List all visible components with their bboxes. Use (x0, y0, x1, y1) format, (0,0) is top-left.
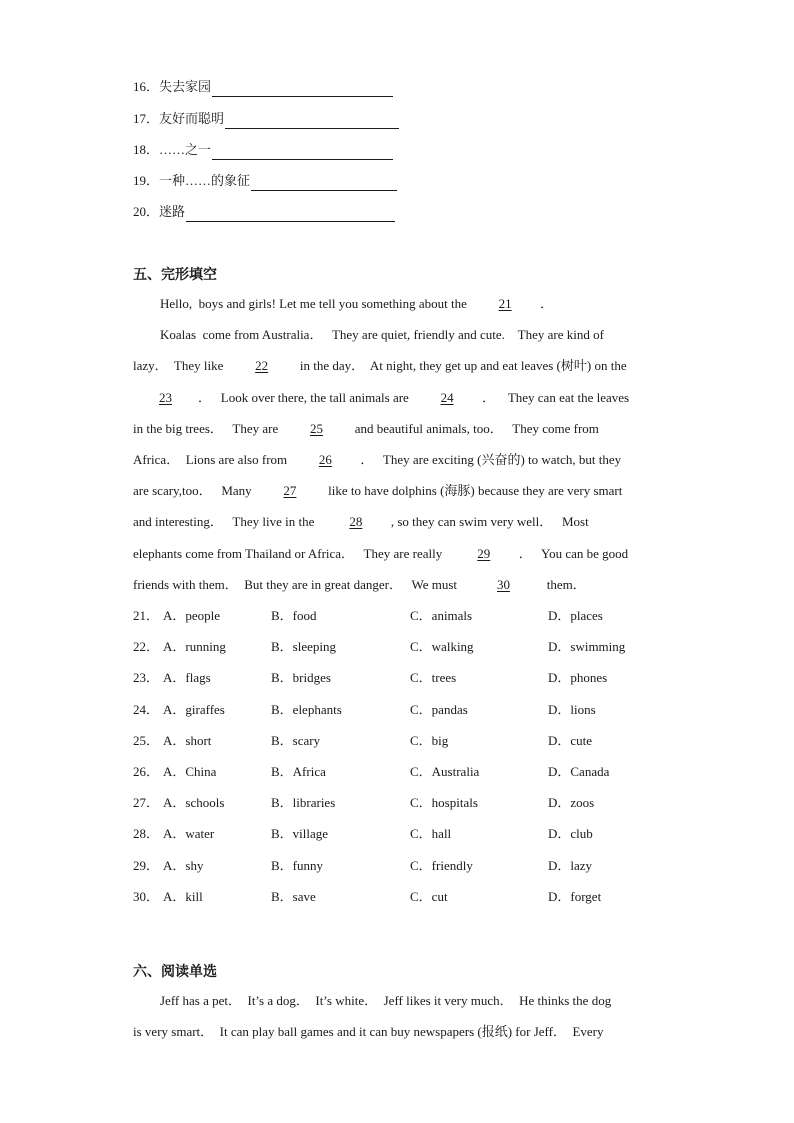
option-b[interactable]: B．funny (271, 857, 324, 873)
cloze-blank-24[interactable]: 24 (440, 389, 454, 405)
passage-text: ． They can eat the leaves (482, 389, 630, 405)
question-number: 22． (133, 639, 160, 655)
option-d[interactable]: D．Canada (548, 763, 610, 779)
passage-line (133, 481, 663, 512)
option-row (133, 762, 693, 793)
cloze-blank-23[interactable]: 23 (159, 389, 172, 405)
passage-text: and beautiful animals, too． They come from (351, 420, 599, 436)
vocab-item (133, 129, 399, 160)
option-row (133, 700, 693, 731)
option-d[interactable]: D．lazy (548, 857, 593, 873)
cloze-blank-22[interactable]: 22 (255, 358, 269, 374)
option-c[interactable]: C．friendly (410, 857, 473, 873)
question-number: 27． (133, 795, 160, 811)
passage-text: in the day． At night, they get up and eat leaves (树叶) on the (296, 358, 627, 374)
option-b[interactable]: B．village (271, 826, 329, 842)
item-number: 19． (133, 173, 160, 189)
option-a[interactable]: A．water (163, 826, 215, 842)
passage-line (133, 544, 663, 575)
section-title-reading: 六、阅读单选 (133, 964, 217, 980)
answer-blank[interactable] (251, 175, 397, 191)
passage-text: Africa． Lions are also from (133, 451, 291, 467)
answer-blank[interactable] (225, 113, 399, 129)
cloze-blank-21[interactable]: 21 (498, 296, 512, 311)
passage-text: friends with them． But they are in great danger． We must (133, 576, 464, 592)
passage-line (133, 991, 663, 1022)
option-row (133, 824, 693, 855)
vocab-item (133, 66, 399, 97)
passage-text: ． They are exciting (兴奋的) to watch, but they (360, 451, 622, 467)
passage-text: Hello, boys and girls! Let me tell you something about the (160, 296, 471, 311)
passage-text: , so they can swim very well． Most (390, 514, 589, 530)
question-number: 26． (133, 763, 160, 779)
passage-line (133, 388, 663, 419)
passage-text: in the big trees． They are (133, 420, 282, 436)
passage-text: ． You can be good (518, 545, 629, 561)
cloze-blank-29[interactable]: 29 (477, 545, 491, 561)
passage-text: ． Look over there, the tall animals are (198, 389, 413, 405)
option-d[interactable]: D．cute (548, 732, 593, 748)
option-a[interactable]: A．short (163, 732, 212, 748)
option-a[interactable]: A．kill (163, 888, 203, 904)
passage-text: and interesting． They live in the (133, 514, 321, 530)
option-d[interactable]: D．swimming (548, 639, 626, 655)
option-a[interactable]: A．running (163, 639, 226, 655)
option-c[interactable]: C．pandas (410, 701, 468, 717)
passage-line (133, 419, 663, 450)
passage-text: ． (540, 296, 554, 311)
option-row (133, 637, 693, 668)
option-b[interactable]: B．libraries (271, 795, 336, 811)
section-title-cloze: 五、完形填空 (133, 267, 217, 283)
cloze-blank-28[interactable]: 28 (349, 514, 363, 530)
option-d[interactable]: D．zoos (548, 795, 595, 811)
item-text: 迷路 (159, 204, 186, 220)
question-number: 23． (133, 670, 160, 686)
option-a[interactable]: A．giraffes (163, 701, 225, 717)
answer-blank[interactable] (212, 81, 393, 97)
question-number: 21． (133, 608, 160, 623)
option-c[interactable]: C．walking (410, 639, 474, 655)
option-d[interactable]: D．club (548, 826, 593, 842)
passage-line (133, 1022, 663, 1053)
passage-text: lazy． They like (133, 358, 227, 374)
option-row (133, 856, 693, 887)
option-row (133, 731, 693, 762)
option-c[interactable]: C．trees (410, 670, 457, 686)
vocab-list (133, 66, 399, 222)
answer-options (133, 606, 693, 918)
passage-line (133, 575, 663, 606)
option-b[interactable]: B．save (271, 888, 316, 904)
passage-line (133, 450, 663, 481)
vocab-item (133, 97, 399, 128)
item-text: ……之一 (159, 141, 212, 157)
option-a[interactable]: A．China (163, 763, 217, 779)
item-text: 一种……的象征 (159, 173, 251, 189)
option-a[interactable]: A．flags (163, 670, 211, 686)
option-c[interactable]: C．hospitals (410, 795, 478, 811)
vocab-item (133, 191, 399, 222)
option-b[interactable]: B．elephants (271, 701, 342, 717)
option-d[interactable]: D．phones (548, 670, 608, 686)
option-c[interactable]: C．animals (410, 608, 473, 623)
passage-text: are scary,too． Many (133, 483, 255, 499)
item-text: 失去家园 (159, 79, 212, 95)
passage-text: is very smart． It can play ball games and it can buy newspapers (报纸) for Jeff． Every (133, 1024, 604, 1040)
cloze-passage (133, 294, 663, 606)
option-row (133, 887, 693, 918)
item-text: 友好而聪明 (159, 110, 225, 126)
question-number: 30． (133, 888, 160, 904)
question-number: 29． (133, 857, 160, 873)
option-row (133, 668, 693, 699)
option-b[interactable]: B．scary (271, 732, 321, 748)
passage-text: Koalas come from Australia． They are quiet, friendly and cute. They are kind of (160, 327, 604, 343)
option-b[interactable]: B．bridges (271, 670, 331, 686)
vocab-item (133, 160, 399, 191)
question-number: 25． (133, 732, 160, 748)
answer-blank[interactable] (186, 206, 395, 222)
passage-line (133, 325, 663, 356)
question-number: 28． (133, 826, 160, 842)
passage-line (133, 512, 663, 543)
reading-passage (133, 991, 663, 1053)
question-number: 24． (133, 701, 160, 717)
passage-text: Jeff has a pet． It’s a dog． It’s white． Jeff likes it very much． He thinks the dog (160, 993, 612, 1008)
option-c[interactable]: C．cut (410, 888, 448, 904)
passage-text: like to have dolphins (海豚) because they are very smart (324, 483, 623, 499)
option-row (133, 793, 693, 824)
option-d[interactable]: D．places (548, 608, 603, 623)
passage-line (133, 356, 663, 387)
option-c[interactable]: C．hall (410, 826, 452, 842)
passage-text: them． (543, 576, 586, 592)
cloze-blank-26[interactable]: 26 (318, 451, 332, 467)
option-b[interactable]: B．food (271, 608, 317, 623)
option-a[interactable]: A．people (163, 608, 221, 623)
passage-line (133, 294, 663, 325)
option-c[interactable]: C．Australia (410, 763, 480, 779)
item-number: 16． (133, 79, 160, 95)
option-b[interactable]: B．sleeping (271, 639, 336, 655)
option-b[interactable]: B．Africa (271, 763, 326, 779)
cloze-blank-27[interactable]: 27 (283, 483, 297, 499)
passage-text: elephants come from Thailand or Africa． They are really (133, 545, 449, 561)
option-d[interactable]: D．lions (548, 701, 596, 717)
answer-blank[interactable] (212, 144, 393, 160)
option-row (133, 606, 693, 637)
cloze-blank-30[interactable]: 30 (497, 576, 510, 592)
item-number: 20． (133, 204, 160, 220)
option-a[interactable]: A．schools (163, 795, 225, 811)
cloze-blank-25[interactable]: 25 (310, 420, 323, 436)
item-number: 17． (133, 110, 160, 126)
item-number: 18． (133, 141, 160, 157)
option-d[interactable]: D．forget (548, 888, 602, 904)
option-a[interactable]: A．shy (163, 857, 204, 873)
option-c[interactable]: C．big (410, 732, 449, 748)
